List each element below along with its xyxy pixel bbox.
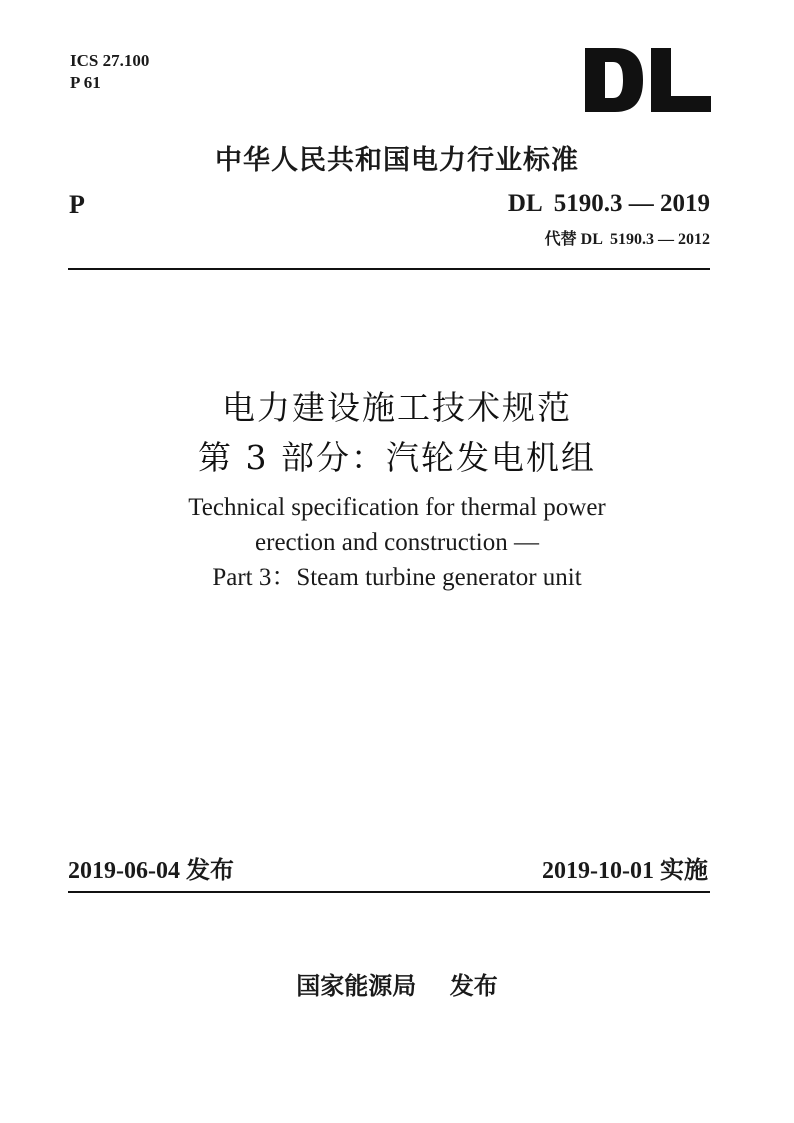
ccs-code: P 61 (70, 73, 101, 92)
chinese-title-line-2: 第 3 部分：汽轮发电机组 (198, 438, 596, 477)
english-title-line-2: erection and construction — (255, 529, 539, 556)
dl-logo (585, 48, 711, 112)
standard-number: DL 5190.3 — 2019 (507, 190, 710, 217)
top-divider (68, 268, 710, 270)
replaces-standard: 代替 DL 5190.3 — 2012 (544, 231, 710, 248)
standard-category-title: 中华人民共和国电力行业标准 (215, 145, 579, 176)
issue-date: 2019-06-04 发布 (68, 858, 234, 884)
bottom-divider (68, 891, 710, 893)
english-title-line-1: Technical specification for thermal power (188, 494, 606, 521)
ics-code: ICS 27.100 (70, 51, 150, 70)
classification-codes (70, 50, 149, 94)
publisher: 国家能源局 发布 (296, 972, 498, 1000)
chinese-title-line-1: 电力建设施工技术规范 (222, 388, 572, 427)
classification-letter: P (69, 190, 85, 219)
english-title-line-3: Part 3：Steam turbine generator unit (212, 564, 582, 591)
implementation-date: 2019-10-01 实施 (542, 858, 708, 884)
